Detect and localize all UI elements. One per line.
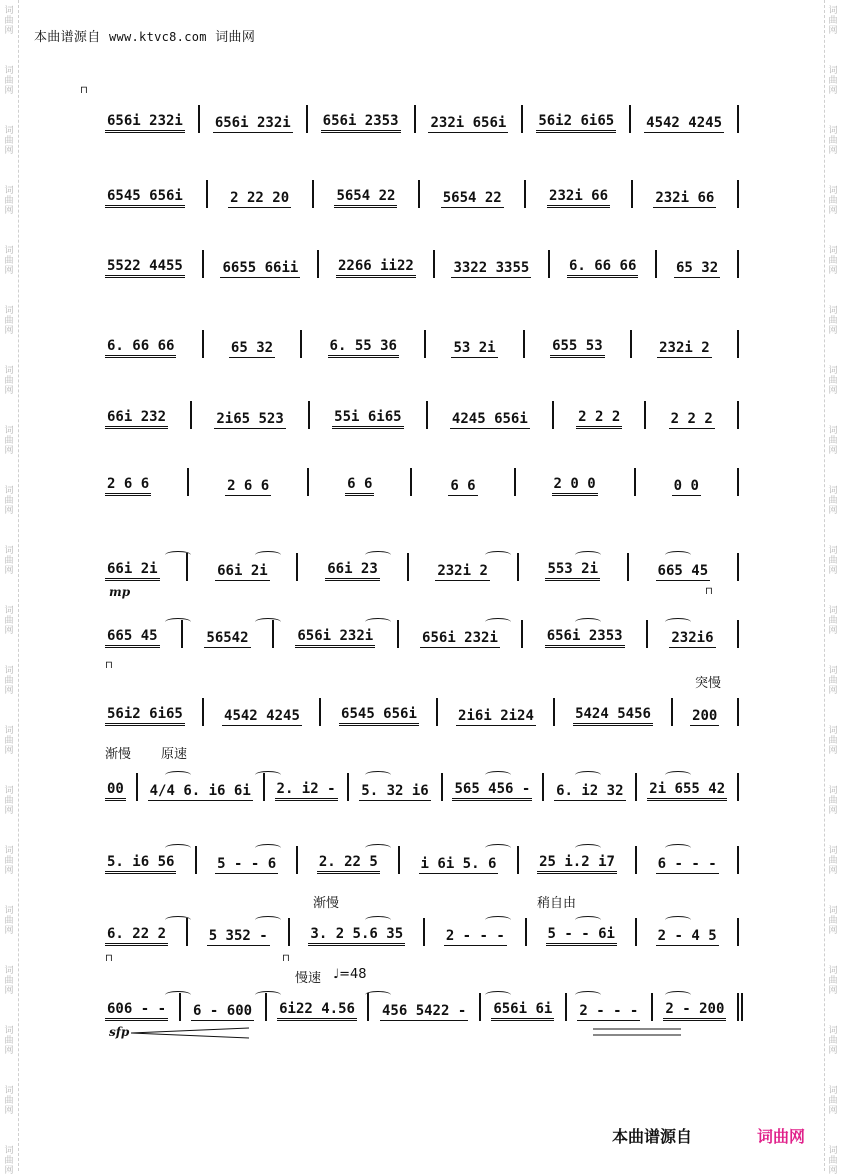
barline	[296, 846, 298, 874]
measure: 3. 2 5.6 35	[308, 926, 405, 946]
measure: 5654 22	[334, 188, 397, 208]
score-line	[105, 172, 741, 212]
barline	[646, 620, 648, 648]
measure: 656i 2353	[545, 628, 625, 648]
footer-site-name[interactable]: 词曲网	[757, 1127, 806, 1146]
slur-arc	[365, 771, 391, 779]
score-line-measures	[105, 993, 741, 1021]
barline	[553, 698, 555, 726]
barline	[407, 553, 409, 581]
barline	[312, 180, 314, 208]
right-watermark-glyphs: 词 曲 网	[828, 1146, 838, 1176]
slur-arc	[575, 618, 601, 626]
page-header	[34, 26, 255, 45]
barline	[296, 553, 298, 581]
barline	[426, 401, 428, 429]
score-line-measures	[105, 180, 741, 208]
slur-arc	[575, 991, 601, 999]
barline	[206, 180, 208, 208]
slur-arc	[665, 844, 691, 852]
measure: 232i 656i	[430, 115, 507, 131]
tempo-annotation: 原速	[161, 747, 188, 762]
barline	[548, 250, 550, 278]
measure: 6545 656i	[339, 706, 419, 726]
right-watermark-glyphs: 词 曲 网	[828, 486, 838, 516]
right-watermark-glyphs: 词 曲 网	[828, 786, 838, 816]
score-line	[105, 676, 741, 730]
left-watermark-glyphs: 词 曲 网	[4, 366, 14, 396]
left-watermark-glyphs: 词 曲 网	[4, 1086, 14, 1116]
measure: 656i 232i	[295, 628, 375, 648]
score-line-measures	[105, 698, 741, 726]
right-watermark-glyphs: 词 曲 网	[828, 1026, 838, 1056]
measure: 5 - - 6i	[546, 926, 617, 946]
measure: 00	[105, 781, 126, 801]
score-line-measures	[105, 846, 741, 874]
score-line-measures	[105, 620, 741, 648]
left-watermark-glyphs: 词 曲 网	[4, 726, 14, 756]
slur-arc	[665, 991, 691, 999]
measure: 2 - 4 5	[657, 928, 717, 944]
measure: 5522 4455	[105, 258, 185, 278]
measure: 2266 ii22	[336, 258, 416, 278]
left-watermark-glyphs: 词 曲 网	[4, 1146, 14, 1176]
barline	[307, 468, 309, 496]
right-watermark-glyphs: 词 曲 网	[828, 846, 838, 876]
barline	[202, 698, 204, 726]
measure: 2. 22 5	[317, 854, 380, 874]
measure: 56i2 6i65	[105, 706, 185, 726]
dynamic-marking: sfp	[109, 1025, 130, 1039]
measure: 606 - -	[105, 1001, 168, 1021]
barline	[737, 773, 739, 801]
measure: 66i 23	[325, 561, 380, 581]
score-line-measures	[105, 250, 741, 278]
right-watermark-glyphs: 词 曲 网	[828, 246, 838, 276]
breath-mark-icon: ⊓	[80, 85, 88, 96]
score-line	[105, 967, 741, 1039]
barline	[635, 773, 637, 801]
barline	[525, 918, 527, 946]
crescendo-hairpin	[131, 1027, 251, 1039]
measure: 2 - - -	[445, 928, 505, 944]
barline	[198, 105, 200, 133]
measure: 6. 66 66	[567, 258, 638, 278]
slur-arc	[255, 771, 281, 779]
measure: 656i 232i	[422, 630, 498, 646]
measure: 4542 4245	[646, 115, 722, 131]
measure: 5. 32 i6	[361, 783, 429, 799]
measure: 6 - - -	[657, 856, 717, 872]
breath-mark-icon: ⊓	[105, 660, 113, 671]
measure: 2 2 2	[576, 409, 622, 429]
measure: 25 i.2 i7	[537, 854, 617, 874]
barline	[202, 330, 204, 358]
barline	[514, 468, 516, 496]
tempo-annotation: 慢速	[295, 971, 322, 986]
dynamic-marking: mp	[109, 585, 131, 599]
measure: 6 - 600	[193, 1003, 253, 1019]
score-line	[105, 393, 741, 433]
measure: 200	[692, 708, 718, 724]
barline	[565, 993, 567, 1021]
left-watermark-glyphs: 词 曲 网	[4, 966, 14, 996]
measure: 5654 22	[442, 190, 502, 206]
measure: 0 0	[673, 478, 699, 494]
header-url[interactable]: www.ktvc8.com	[108, 30, 207, 44]
left-watermark-glyphs: 词 曲 网	[4, 606, 14, 636]
left-watermark-glyphs: 词 曲 网	[4, 1026, 14, 1056]
measure: 232i 2	[659, 340, 710, 356]
measure: i 6i 5. 6	[420, 856, 497, 872]
measure: 232i 2	[437, 563, 488, 579]
slur-arc	[485, 771, 511, 779]
score-line-measures	[105, 401, 741, 429]
barline	[542, 773, 544, 801]
barline	[202, 250, 204, 278]
barline	[737, 330, 739, 358]
measure: 656i 232i	[105, 113, 185, 133]
slur-arc	[485, 916, 511, 924]
measure: 6545 656i	[105, 188, 185, 208]
right-watermark-glyphs: 词 曲 网	[828, 546, 838, 576]
barline	[319, 698, 321, 726]
breath-mark-icon: ⊓	[705, 586, 713, 597]
left-watermark-glyphs: 词 曲 网	[4, 126, 14, 156]
barline	[524, 180, 526, 208]
measure: 2 - - -	[579, 1003, 639, 1019]
slur-arc	[665, 771, 691, 779]
slur-arc	[365, 916, 391, 924]
measure: 6. 22 2	[105, 926, 168, 946]
barline	[397, 620, 399, 648]
left-watermark-glyphs: 词 曲 网	[4, 846, 14, 876]
barline	[418, 180, 420, 208]
barline	[424, 330, 426, 358]
left-watermark-glyphs: 词 曲 网	[4, 786, 14, 816]
measure: 656i 232i	[214, 115, 291, 131]
measure: 6. 66 66	[105, 338, 176, 358]
measure: 565 456 -	[452, 781, 532, 801]
slur-arc	[365, 991, 391, 999]
left-watermark-glyphs: 词 曲 网	[4, 486, 14, 516]
measure: 2. i2 -	[275, 781, 338, 801]
measure: 6. 55 36	[328, 338, 399, 358]
barline	[737, 918, 739, 946]
barline	[737, 180, 739, 208]
diminuendo-hairpin	[593, 1027, 683, 1039]
measure: 55i 6i65	[332, 409, 403, 429]
left-watermark-glyphs: 词 曲 网	[4, 546, 14, 576]
score-line-measures	[105, 468, 741, 496]
score-line	[105, 612, 741, 652]
slur-arc	[165, 618, 191, 626]
slur-arc	[165, 771, 191, 779]
score-line-measures	[105, 918, 741, 946]
barline	[300, 330, 302, 358]
slur-arc	[485, 844, 511, 852]
tempo-annotation: 稍自由	[537, 896, 577, 911]
score-line	[105, 97, 741, 137]
barline	[737, 846, 739, 874]
right-watermark-glyphs: 词 曲 网	[828, 1086, 838, 1116]
slur-arc	[485, 991, 511, 999]
score-line-measures	[105, 553, 741, 581]
score-line	[105, 322, 741, 362]
left-dashed-rule	[18, 0, 19, 1171]
measure: 655 53	[550, 338, 605, 358]
barline	[398, 846, 400, 874]
slur-arc	[165, 991, 191, 999]
barline	[288, 918, 290, 946]
tempo-annotation: 渐慢	[105, 747, 132, 762]
measure: 232i6	[671, 630, 714, 646]
barline	[630, 330, 632, 358]
slur-arc	[365, 844, 391, 852]
score-line-measures	[105, 330, 741, 358]
right-watermark-glyphs: 词 曲 网	[828, 906, 838, 936]
barline	[479, 993, 481, 1021]
measure: 2 - 200	[663, 1001, 726, 1021]
barline	[671, 698, 673, 726]
left-watermark-glyphs: 词 曲 网	[4, 306, 14, 336]
tempo-annotation: ♩=48	[333, 967, 367, 982]
measure: 2 2 2	[670, 411, 713, 427]
slur-arc	[575, 551, 601, 559]
measure: 56542	[206, 630, 249, 646]
barline	[552, 401, 554, 429]
barline	[631, 180, 633, 208]
barline	[644, 401, 646, 429]
barline	[651, 993, 653, 1021]
barline	[737, 553, 739, 581]
barline	[317, 250, 319, 278]
slur-arc	[485, 551, 511, 559]
tempo-annotation: 渐慢	[313, 896, 340, 911]
right-watermark-glyphs: 词 曲 网	[828, 666, 838, 696]
slur-arc	[165, 916, 191, 924]
right-watermark-glyphs: 词 曲 网	[828, 966, 838, 996]
right-watermark-glyphs: 词 曲 网	[828, 6, 838, 36]
barline	[635, 846, 637, 874]
barline	[187, 468, 189, 496]
tempo-annotation: 突慢	[695, 676, 722, 691]
score-line-measures	[105, 773, 741, 801]
barline	[737, 620, 739, 648]
measure: 6 6	[450, 478, 476, 494]
barline	[517, 846, 519, 874]
slur-arc	[255, 618, 281, 626]
barline	[410, 468, 412, 496]
left-watermark-glyphs: 词 曲 网	[4, 186, 14, 216]
measure: 66i 2i	[217, 563, 268, 579]
measure: 5424 5456	[573, 706, 653, 726]
barline	[634, 468, 636, 496]
barline	[737, 250, 739, 278]
barline	[436, 698, 438, 726]
barline	[521, 620, 523, 648]
measure: 3322 3355	[453, 260, 530, 276]
barline	[655, 250, 657, 278]
left-watermark-glyphs: 词 曲 网	[4, 666, 14, 696]
score-line	[105, 545, 741, 599]
right-watermark-glyphs: 词 曲 网	[828, 726, 838, 756]
slur-arc	[665, 916, 691, 924]
measure: 2i 655 42	[647, 781, 727, 801]
measure: 4542 4245	[224, 708, 300, 724]
barline	[635, 918, 637, 946]
breath-mark-icon: ⊓	[105, 953, 113, 964]
slur-arc	[575, 844, 601, 852]
slur-arc	[365, 618, 391, 626]
footer-source-label: 本曲谱源自	[612, 1127, 693, 1146]
measure: 5. i6 56	[105, 854, 176, 874]
barline	[521, 105, 523, 133]
barline	[441, 773, 443, 801]
barline	[433, 250, 435, 278]
barline	[414, 105, 416, 133]
measure: 5 - - 6	[217, 856, 277, 872]
measure: 553 2i	[545, 561, 600, 581]
score-line	[105, 747, 741, 805]
right-watermark-glyphs: 词 曲 网	[828, 606, 838, 636]
barline	[737, 468, 739, 496]
right-watermark-strip	[824, 0, 842, 1176]
slur-arc	[255, 844, 281, 852]
right-watermark-glyphs: 词 曲 网	[828, 126, 838, 156]
measure: 456 5422 -	[381, 1003, 467, 1019]
measure: 232i 66	[547, 188, 610, 208]
barline	[737, 105, 739, 133]
barline	[423, 918, 425, 946]
measure: 232i 66	[655, 190, 715, 206]
header-site-name: 词曲网	[215, 30, 256, 45]
measure: 6. i2 32	[556, 783, 624, 799]
left-watermark-glyphs: 词 曲 网	[4, 426, 14, 456]
barline	[737, 993, 739, 1021]
breath-mark-icon: ⊓	[282, 953, 290, 964]
measure: 2i65 523	[216, 411, 284, 427]
barline	[737, 698, 739, 726]
barline	[627, 553, 629, 581]
barline	[306, 105, 308, 133]
barline	[737, 401, 739, 429]
slur-arc	[255, 551, 281, 559]
barline	[629, 105, 631, 133]
right-watermark-glyphs: 词 曲 网	[828, 306, 838, 336]
slur-arc	[485, 618, 511, 626]
measure: 5 352 -	[208, 928, 268, 944]
slur-arc	[575, 771, 601, 779]
left-watermark-strip	[0, 0, 18, 1176]
measure: 53 2i	[453, 340, 496, 356]
slur-arc	[255, 916, 281, 924]
header-source-label: 本曲谱源自	[34, 30, 101, 45]
measure: 66i 2i	[105, 561, 160, 581]
score-line	[105, 242, 741, 282]
score-line	[105, 896, 741, 950]
slur-arc	[365, 551, 391, 559]
barline	[136, 773, 138, 801]
right-watermark-glyphs: 词 曲 网	[828, 186, 838, 216]
measure: 4245 656i	[451, 411, 528, 427]
right-watermark-glyphs: 词 曲 网	[828, 66, 838, 96]
left-watermark-glyphs: 词 曲 网	[4, 6, 14, 36]
left-watermark-glyphs: 词 曲 网	[4, 906, 14, 936]
slur-arc	[165, 551, 191, 559]
measure: 6655 66ii	[222, 260, 299, 276]
barline	[523, 330, 525, 358]
barline	[195, 846, 197, 874]
slur-arc	[665, 551, 691, 559]
slur-arc	[255, 991, 281, 999]
measure: 65 32	[230, 340, 274, 356]
barline	[190, 401, 192, 429]
left-watermark-glyphs: 词 曲 网	[4, 246, 14, 276]
measure: 2 0 0	[552, 476, 598, 496]
slur-arc	[575, 916, 601, 924]
measure: 66i 232	[105, 409, 168, 429]
measure: 2 6 6	[227, 478, 270, 494]
score-line-measures	[105, 105, 741, 133]
barline	[517, 553, 519, 581]
measure: 6 6	[345, 476, 374, 496]
barline	[347, 773, 349, 801]
slur-arc	[165, 844, 191, 852]
measure: 656i 2353	[321, 113, 401, 133]
measure: 6i22 4.56	[277, 1001, 357, 1021]
measure: 2i6i 2i24	[458, 708, 534, 724]
score-line	[105, 460, 741, 500]
score-line	[105, 838, 741, 878]
barline	[308, 401, 310, 429]
measure: 665 45	[105, 628, 160, 648]
right-watermark-glyphs: 词 曲 网	[828, 426, 838, 456]
left-watermark-glyphs: 词 曲 网	[4, 66, 14, 96]
measure: 2 6 6	[105, 476, 151, 496]
right-watermark-glyphs: 词 曲 网	[828, 366, 838, 396]
measure: 656i 6i	[491, 1001, 554, 1021]
slur-arc	[665, 618, 691, 626]
measure: 2 22 20	[230, 190, 290, 206]
measure: 56i2 6i65	[536, 113, 616, 133]
measure: 665 45	[657, 563, 709, 579]
measure: 65 32	[676, 260, 719, 276]
measure: 4/4 6. i6 6i	[149, 783, 251, 799]
